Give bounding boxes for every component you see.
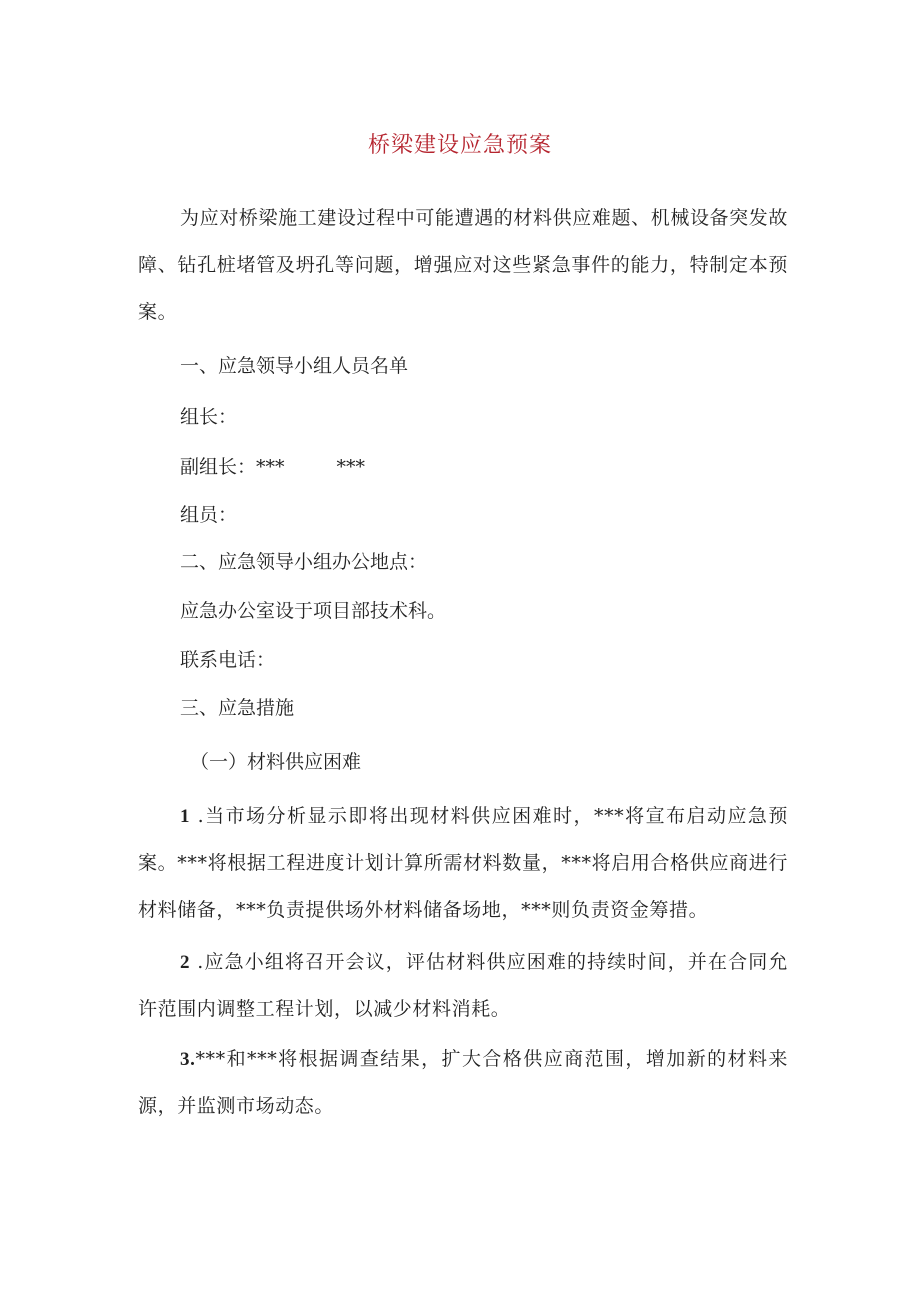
item-text: .当市场分析显示即将出现材料供应困难时，***将宣布启动应急预案。***将根据工程进度计划计算所需材料数量，***将启用合格供应商进行材料储备，***负责提供场外材料储备场地，***则负责资金筹措。 [138, 805, 788, 921]
item-number: 2 [180, 952, 191, 973]
intro-paragraph: 为应对桥梁施工建设过程中可能遭遇的材料供应难题、机械设备突发故障、钻孔桩堵管及坍孔等问题，增强应对这些紧急事件的能力，特制定本预案。 [138, 207, 788, 323]
phone-line: 联系电话： [180, 649, 276, 671]
measure-item-1 [138, 793, 788, 934]
item-text: ***和***将根据调查结果，扩大合格供应商范围，增加新的材料来源，并监测市场动态。 [138, 1048, 788, 1117]
office-line: 应急办公室设于项目部技术科。 [180, 600, 447, 622]
subsection-heading: （一）材料供应困难 [190, 751, 362, 773]
leader-line: 组长： [180, 406, 238, 428]
section3-heading: 三、应急措施 [180, 697, 295, 719]
item-number: 3. [180, 1049, 196, 1070]
document-title: 桥梁建设应急预案 [367, 133, 552, 158]
section2-heading: 二、应急领导小组办公地点： [180, 551, 428, 573]
section1-heading: 一、应急领导小组人员名单 [180, 355, 409, 377]
deputy-line [180, 452, 365, 479]
measure-item-3 [138, 1036, 788, 1130]
item-text: .应急小组将召开会议，评估材料供应困难的持续时间，并在合同允许范围内调整工程计划，以减少材料消耗。 [138, 951, 789, 1020]
members-line: 组员： [180, 504, 238, 526]
item-number: 1 [180, 806, 191, 827]
deputy-label: 副组长：*** [180, 456, 285, 478]
measure-item-2 [138, 939, 788, 1033]
deputy-second: *** [336, 456, 366, 478]
